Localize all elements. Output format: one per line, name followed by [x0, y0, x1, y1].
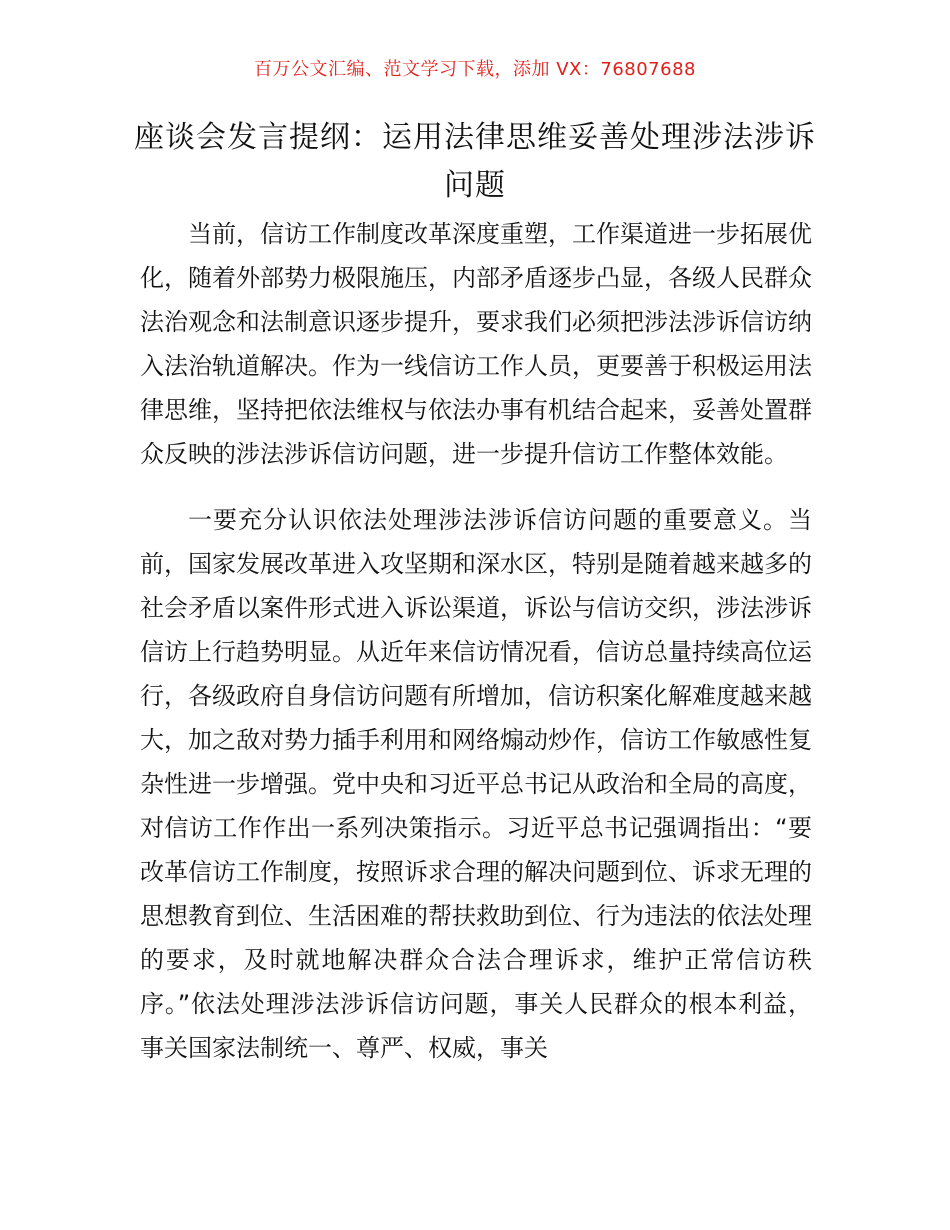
paragraph-point-one: 一要充分认识依法处理涉法涉诉信访问题的重要意义。当前，国家发展改革进入攻坚期和深水区，特别是随着越来越多的社会矛盾以案件形式进入诉讼渠道，诉讼与信访交织，涉法涉诉信访上行趋势明显。从近年来信访情况看，信访总量持续高位运行，各级政府自身信访问题有所增加，信访积案化解难度越来越大，加之敌对势力插手利用和网络煽动炒作，信访工作敏感性复杂性进一步增强。党中央和习近平总书记从政治和全局的高度，对信访工作作出一系列决策指示。习近平总书记强调指出：“要改革信访工作制度，按照诉求合理的解决问题到位、诉求无理的思想教育到位、生活困难的帮扶救助到位、行为违法的依法处理的要求，及时就地解决群众合法合理诉求，维护正常信访秩序。”依法处理涉法涉诉信访问题，事关人民群众的根本利益，事关国家法制统一、尊严、权威，事关: [140, 506, 812, 1062]
paragraph-intro: 当前，信访工作制度改革深度重塑，工作渠道进一步拓展优化，随着外部势力极限施压，内部矛盾逐步凸显，各级人民群众法治观念和法制意识逐步提升，要求我们必须把涉法涉诉信访纳入法治轨道解决。作为一线信访工作人员，更要善于积极运用法律思维，坚持把依法维权与依法办事有机结合起来，妥善处置群众反映的涉法涉诉信访问题，进一步提升信访工作整体效能。: [140, 220, 812, 468]
document-body: [140, 212, 812, 1070]
promo-header: 百万公文汇编、范文学习下载，添加 VX：76807688: [254, 59, 696, 80]
document-title: 座谈会发言提纲：运用法律思维妥善处理涉法涉诉问题: [134, 120, 816, 203]
